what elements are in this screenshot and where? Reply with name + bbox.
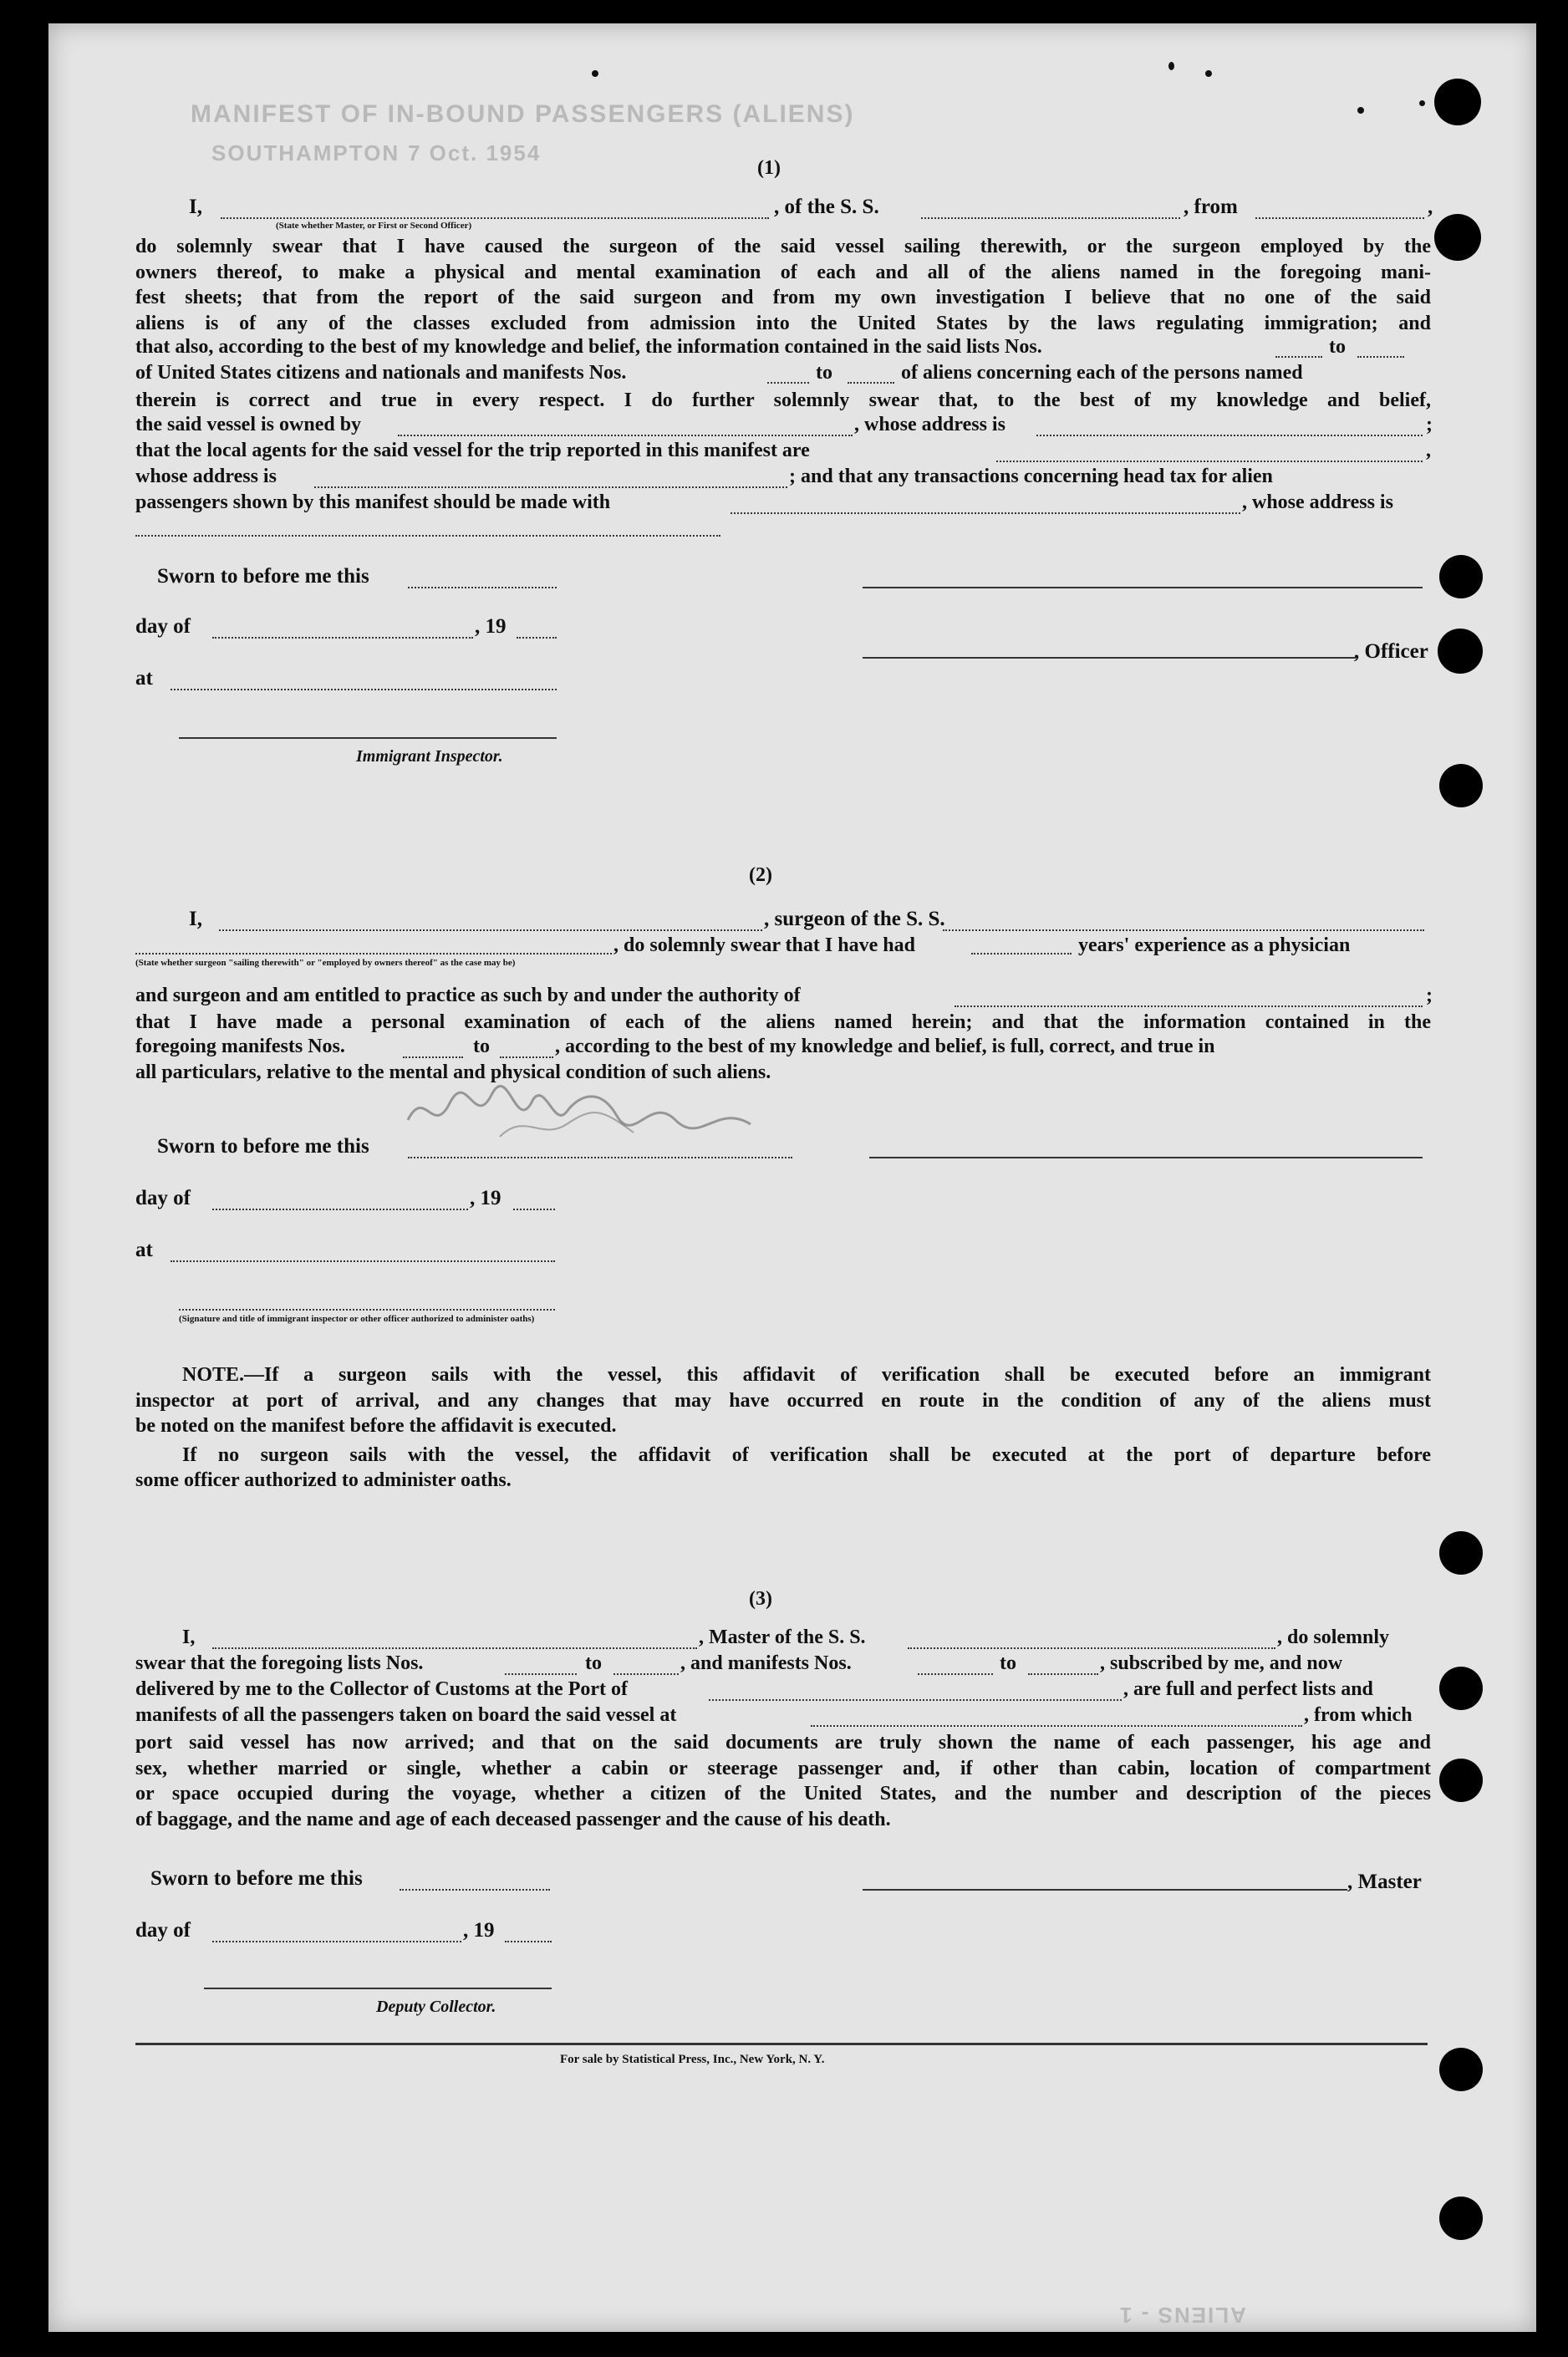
s1-day-field[interactable]	[212, 637, 473, 639]
s1-headtax-address-field[interactable]	[135, 535, 720, 537]
s2-day-field[interactable]	[212, 1209, 468, 1210]
ghost-header-port: SOUTHAMPTON	[211, 140, 400, 165]
document-page	[48, 23, 1536, 2332]
s3-manifests-from-field[interactable]	[918, 1673, 993, 1675]
s2-note-label: NOTE.	[182, 1364, 245, 1386]
s3-master-label: , Master	[1347, 1871, 1422, 1893]
s2-line4-wrap	[135, 1010, 1431, 1036]
s2-sworn-field[interactable]	[408, 1157, 792, 1158]
s3-l2c: , and manifests Nos.	[680, 1652, 852, 1674]
s3-deputy-line[interactable]	[204, 1988, 552, 1989]
s2-i: I,	[189, 908, 202, 930]
s2-note-line: —If a surgeon sails with the vessel, this affidavit of verification shall be executed before an immigrant	[244, 1364, 1431, 1386]
s1-officer-line[interactable]	[863, 657, 1356, 659]
s3-l3b: , are full and perfect lists and	[1123, 1678, 1373, 1700]
s3-line: sex, whether married or single, whether a cabin or steerage passenger and, if other than cabin, location of compartment	[135, 1757, 1431, 1779]
s1-officer-label: , Officer	[1354, 640, 1428, 663]
s3-manifests-to-field[interactable]	[1028, 1673, 1098, 1675]
s3-l4a: manifests of all the passengers taken on board the said vessel at	[135, 1704, 677, 1726]
s2-line4: that I have made a personal examination of each of the aliens named herein; and that the information contained in the	[135, 1011, 1431, 1033]
s2-years: years' experience as a physician	[1078, 934, 1351, 956]
s3-l2e: , subscribed by me, and now	[1100, 1652, 1343, 1674]
speck	[592, 70, 598, 77]
s1-line-manifests: of United States citizens and nationals and manifests Nos.	[135, 362, 627, 384]
s1-semi: ;	[1426, 414, 1433, 435]
s2-note-line: be noted on the manifest before the affidavit is executed.	[135, 1415, 617, 1437]
s2-note-line: inspector at port of arrival, and any changes that may have occurred en route in the condition of any of the aliens must	[135, 1389, 1431, 1412]
s1-from: , from	[1184, 196, 1238, 218]
s3-day-field[interactable]	[212, 1941, 461, 1942]
s3-port-field[interactable]	[709, 1699, 1122, 1701]
footer-rule	[135, 2043, 1428, 2045]
s2-line5a: foregoing manifests Nos.	[135, 1036, 345, 1057]
punch-hole	[1434, 79, 1481, 125]
s2-manifests-from-field[interactable]	[403, 1056, 463, 1058]
s1-line-lists: that also, according to the best of my knowledge and belief, the information contained in the said lists Nos.	[135, 336, 1042, 358]
s2-solemnly: , do solemnly swear that I have had	[613, 934, 915, 956]
s1-line: do solemnly swear that I have caused the surgeon of the said vessel sailing therewith, or the surgeon employed by the	[135, 236, 1431, 257]
s3-line: port said vessel has now arrived; and that on the said documents are truly shown the name of each passenger, his age and	[135, 1732, 1431, 1754]
speck	[1205, 70, 1212, 77]
s3-boarded-at-field[interactable]	[811, 1725, 1302, 1727]
s2-note	[135, 1362, 1431, 1494]
s2-semi: ;	[1426, 985, 1433, 1006]
handwritten-signature-scrawl	[400, 1078, 767, 1145]
s1-inspector-line[interactable]	[179, 737, 557, 739]
s2-manifests-to-field[interactable]	[500, 1056, 553, 1058]
s2-line6: all particulars, relative to the mental and physical condition of such aliens.	[135, 1061, 771, 1083]
s1-line: aliens is of any of the classes excluded from admission into the United States by the laws regulating immigration; and	[135, 312, 1431, 334]
s3-master-of: , Master of the S. S.	[699, 1626, 866, 1648]
s2-sailing-field[interactable]	[135, 953, 612, 955]
s1-at-label: at	[135, 667, 153, 690]
s1-whose-address: , whose address is	[854, 414, 1005, 435]
s3-sworn-label: Sworn to before me this	[150, 1867, 363, 1890]
s3-vessel-field[interactable]	[908, 1647, 1275, 1649]
s1-agents-field[interactable]	[996, 461, 1423, 462]
s3-solemnly: , do solemnly	[1277, 1626, 1390, 1648]
s3-lists-from-field[interactable]	[505, 1673, 577, 1675]
punch-hole	[1434, 214, 1481, 261]
s1-owned-by: the said vessel is owned by	[135, 414, 362, 435]
s1-line: therein is correct and true in every respect. I do further solemnly swear that, to the best of my knowledge and belief,	[135, 389, 1431, 411]
s1-sworn-label: Sworn to before me this	[157, 565, 369, 588]
s2-19: , 19	[470, 1187, 501, 1209]
s3-lists-to-field[interactable]	[613, 1673, 679, 1675]
s1-manifests-to-field[interactable]	[848, 382, 894, 384]
s2-day-of-label: day of	[135, 1187, 191, 1209]
s1-transactions: ; and that any transactions concerning head tax for alien	[789, 466, 1273, 487]
punch-hole	[1438, 629, 1483, 674]
s2-inspector-line[interactable]	[179, 1309, 555, 1311]
s2-years-field[interactable]	[971, 953, 1072, 955]
s2-surgeon-note: (State whether surgeon "sailing therewith" or "employed by owners thereof" as the case may be)	[135, 958, 516, 968]
s3-sworn-field[interactable]	[400, 1889, 550, 1891]
s1-owner-field[interactable]	[398, 435, 853, 436]
s1-vessel-field[interactable]	[921, 217, 1180, 219]
s2-line5c: , according to the best of my knowledge and belief, is full, correct, and true in	[555, 1036, 1215, 1057]
s2-line5b: to	[473, 1036, 490, 1057]
s3-l4b: , from which	[1304, 1704, 1413, 1726]
s3-deputy-caption: Deputy Collector.	[376, 1998, 496, 2016]
s2-note2-line: some officer authorized to administer oaths.	[135, 1469, 512, 1491]
s2-year-field[interactable]	[513, 1209, 555, 1210]
s1-whose-address-3: , whose address is	[1242, 491, 1393, 513]
ghost-header-title: MANIFEST OF IN-BOUND PASSENGERS (ALIENS)	[191, 100, 855, 128]
s2-signature-line[interactable]	[869, 1157, 1423, 1158]
s2-sig-note: (Signature and title of immigrant inspector or other officer authorized to administer oaths)	[179, 1314, 535, 1324]
s3-paragraph	[135, 1730, 1431, 1832]
punch-hole	[1439, 1531, 1483, 1575]
ghost-header-date: 7 Oct. 1954	[408, 140, 542, 165]
s1-to: to	[1329, 336, 1346, 358]
s3-l3a: delivered by me to the Collector of Customs at the Port of	[135, 1678, 628, 1700]
section-1-number: (1)	[757, 157, 781, 179]
s2-vessel-field[interactable]	[943, 929, 1424, 931]
s3-19: , 19	[463, 1919, 495, 1942]
ghost-form-number: ALIENS - 1	[1118, 2303, 1246, 2328]
s1-of-ss: , of the S. S.	[774, 196, 879, 218]
s1-line: owners thereof, to make a physical and mental examination of each and all of the aliens named in the foregoing mani-	[135, 261, 1431, 283]
punch-hole	[1439, 1759, 1483, 1802]
punch-hole	[1439, 2048, 1483, 2091]
s1-lists-to-field[interactable]	[1357, 356, 1404, 358]
s2-line3: and surgeon and am entitled to practice as such by and under the authority of	[135, 985, 801, 1006]
s3-master-signature-line[interactable]	[863, 1889, 1347, 1891]
s1-year-field[interactable]	[517, 637, 557, 639]
punch-hole	[1439, 555, 1483, 598]
s1-paragraph-2	[135, 388, 1431, 414]
printer-credit: For sale by Statistical Press, Inc., New York, N. Y.	[560, 2053, 825, 2066]
s3-i: I,	[182, 1626, 196, 1648]
s2-sworn-label: Sworn to before me this	[157, 1135, 369, 1158]
s1-at-field[interactable]	[171, 689, 557, 690]
s2-at-field[interactable]	[171, 1260, 555, 1262]
s1-owner-address-field[interactable]	[1036, 435, 1423, 436]
s1-i: I,	[189, 196, 202, 218]
s1-officer-note: (State whether Master, or First or Second Officer)	[276, 221, 472, 231]
s2-authority-field[interactable]	[955, 1005, 1423, 1007]
s2-surgeon-of: , surgeon of the S. S.	[764, 908, 945, 930]
s1-line: fest sheets; that from the report of the said surgeon and from my own investigation I believe that no one of the said	[135, 287, 1431, 308]
s1-paragraph	[135, 234, 1431, 336]
s1-inspector-caption: Immigrant Inspector.	[356, 747, 503, 766]
s1-from-field[interactable]	[1255, 217, 1424, 219]
speck	[1357, 107, 1364, 114]
punch-hole	[1439, 764, 1483, 807]
s1-to-2: to	[816, 362, 832, 384]
s2-note2-line: If no surgeon sails with the vessel, the affidavit of verification shall be executed at the port of departure before	[182, 1443, 1431, 1466]
s1-19: , 19	[475, 615, 507, 638]
s1-lists-from-field[interactable]	[1275, 356, 1322, 358]
s3-line: or space occupied during the voyage, whether a citizen of the United States, and the number and description of the pieces	[135, 1783, 1431, 1805]
punch-hole	[1439, 1667, 1483, 1710]
s1-aliens-concerning: of aliens concerning each of the persons named	[901, 362, 1303, 384]
section-2-number: (2)	[749, 864, 772, 886]
speck	[1168, 62, 1174, 70]
s3-day-of-label: day of	[135, 1919, 191, 1942]
speck	[1419, 100, 1425, 106]
s1-manifests-from-field[interactable]	[767, 382, 809, 384]
s2-surgeon-name-field[interactable]	[219, 929, 762, 931]
s3-l2b: to	[585, 1652, 602, 1674]
s3-l2d: to	[1000, 1652, 1016, 1674]
punch-hole	[1439, 2197, 1483, 2240]
s1-comma-2: ,	[1426, 440, 1431, 461]
s3-l2a: swear that the foregoing lists Nos.	[135, 1652, 424, 1674]
s1-sworn-field[interactable]	[408, 587, 557, 588]
s1-whose-address-2: whose address is	[135, 466, 277, 487]
s1-comma: ,	[1428, 196, 1433, 218]
s1-headtax-field[interactable]	[731, 512, 1240, 514]
s3-year-field[interactable]	[505, 1941, 552, 1942]
s1-agents-address-field[interactable]	[314, 486, 787, 488]
s3-line: of baggage, and the name and age of each deceased passenger and the cause of his death.	[135, 1808, 891, 1830]
s2-at-label: at	[135, 1239, 153, 1261]
s1-day-of-label: day of	[135, 615, 191, 638]
section-3-number: (3)	[749, 1588, 772, 1610]
s1-passengers-shown: passengers shown by this manifest should be made with	[135, 491, 611, 513]
s1-signature-line[interactable]	[863, 587, 1423, 588]
s3-master-name-field[interactable]	[212, 1647, 697, 1649]
s1-officer-field[interactable]	[221, 217, 769, 219]
s1-local-agents: that the local agents for the said vessel for the trip reported in this manifest are	[135, 440, 810, 461]
